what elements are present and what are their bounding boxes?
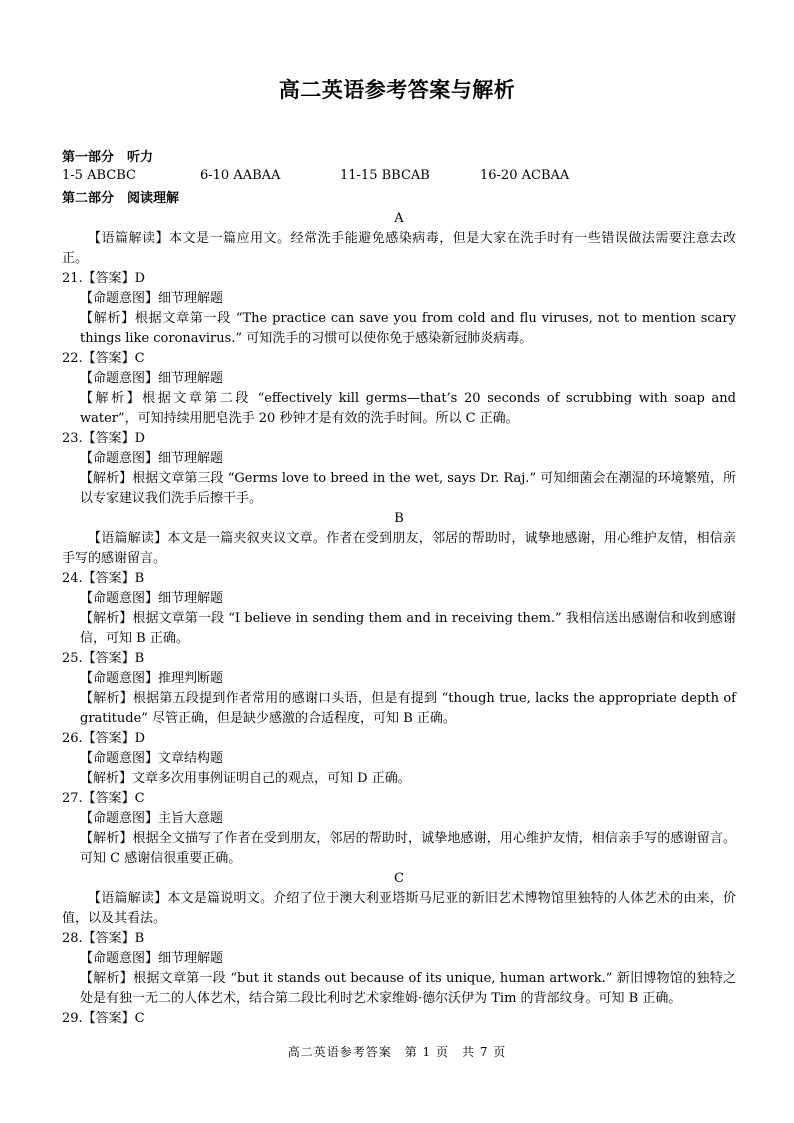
question-intent: 【命题意图】细节理解题 xyxy=(80,371,224,386)
question-answer: 21.【答案】D xyxy=(62,271,146,286)
question-answer: 26.【答案】D xyxy=(62,731,146,746)
listening-answers xyxy=(62,168,742,186)
section-label: A xyxy=(394,211,404,226)
listening-answer-group: 11-15 BBCAB xyxy=(340,168,430,183)
question-answer: 22.【答案】C xyxy=(62,351,145,366)
page-footer: 高二英语参考答案 第 1 页 共 7 页 xyxy=(287,1045,507,1059)
question-answer: 24.【答案】B xyxy=(62,571,145,586)
question-analysis: 【解析】根据文章第一段 “The practice can save you from cold and flu viruses, not to mention scary things like coronavirus.” 可知洗手的习惯可以使你免于感染新冠肺炎病毒。 xyxy=(80,311,736,346)
part2-heading: 第二部分 阅读理解 xyxy=(62,191,180,206)
reading-section-body xyxy=(62,209,736,1029)
question-answer: 28.【答案】B xyxy=(62,931,145,946)
section-label: B xyxy=(394,511,404,526)
question-analysis: 【解析】根据文章第一段 “I believe in sending them and in receiving them.” 我相信送出感谢信和收到感谢信，可知 B 正确。 xyxy=(80,611,736,646)
question-answer: 27.【答案】C xyxy=(62,791,145,806)
question-analysis: 【解析】文章多次用事例证明自己的观点，可知 D 正确。 xyxy=(80,771,411,786)
question-intent: 【命题意图】文章结构题 xyxy=(80,751,224,766)
question-analysis: 【解析】根据文章第二段 “effectively kill germs—that’s 20 seconds of scrubbing with soap and water”，可知持续用肥皂洗手 20 秒钟才是有效的洗手时间。所以 C 正确。 xyxy=(80,391,736,426)
question-intent: 【命题意图】推理判断题 xyxy=(80,671,224,686)
question-answer: 29.【答案】C xyxy=(62,1011,145,1026)
question-intent: 【命题意图】主旨大意题 xyxy=(80,811,224,826)
listening-answer-group: 16-20 ACBAA xyxy=(480,168,570,183)
page-title: 高二英语参考答案与解析 xyxy=(278,77,516,102)
section-label: C xyxy=(394,871,404,886)
listening-answer-group: 1-5 ABCBC xyxy=(62,168,136,183)
listening-answer-group: 6-10 AABAA xyxy=(200,168,281,183)
question-intent: 【命题意图】细节理解题 xyxy=(80,291,224,306)
part1-heading: 第一部分 听力 xyxy=(62,150,154,165)
question-answer: 23.【答案】D xyxy=(62,431,146,446)
question-intent: 【命题意图】细节理解题 xyxy=(80,591,224,606)
passage-summary: 【语篇解读】本文是篇说明文。介绍了位于澳大利亚塔斯马尼亚的新旧艺术博物馆里独特的人体艺术的由来，价值，以及其看法。 xyxy=(62,891,736,926)
passage-summary: 【语篇解读】本文是一篇夹叙夹议文章。作者在受到朋友，邻居的帮助时，诚挚地感谢，用心维护友情，相信亲手写的感谢留言。 xyxy=(62,531,736,566)
question-analysis: 【解析】根据文章第一段 “but it stands out because of its unique, human artwork.” 新旧博物馆的独特之处是有独一无二的人体艺术，结合第二段比利时艺术家维姆·德尔沃伊为 Tim 的背部纹身。可知 B 正确。 xyxy=(80,971,736,1006)
question-analysis: 【解析】根据全文描写了作者在受到朋友，邻居的帮助时，诚挚地感谢，用心维护友情，相信亲手写的感谢留言。可知 C 感谢信很重要正确。 xyxy=(80,831,736,866)
question-analysis: 【解析】根据文章第三段 “Germs love to breed in the wet, says Dr. Raj.” 可知细菌会在潮湿的环境繁殖，所以专家建议我们洗手后擦干手。 xyxy=(80,471,736,506)
question-intent: 【命题意图】细节理解题 xyxy=(80,951,224,966)
passage-summary: 【语篇解读】本文是一篇应用文。经常洗手能避免感染病毒，但是大家在洗手时有一些错误做法需要注意去改正。 xyxy=(62,231,736,266)
question-answer: 25.【答案】B xyxy=(62,651,145,666)
question-intent: 【命题意图】细节理解题 xyxy=(80,451,224,466)
question-analysis: 【解析】根据第五段提到作者常用的感谢口头语，但是有提到 “though true, lacks the appropriate depth of gratitude” 尽管正确，但是缺少感激的合适程度，可知 B 正确。 xyxy=(80,691,736,726)
